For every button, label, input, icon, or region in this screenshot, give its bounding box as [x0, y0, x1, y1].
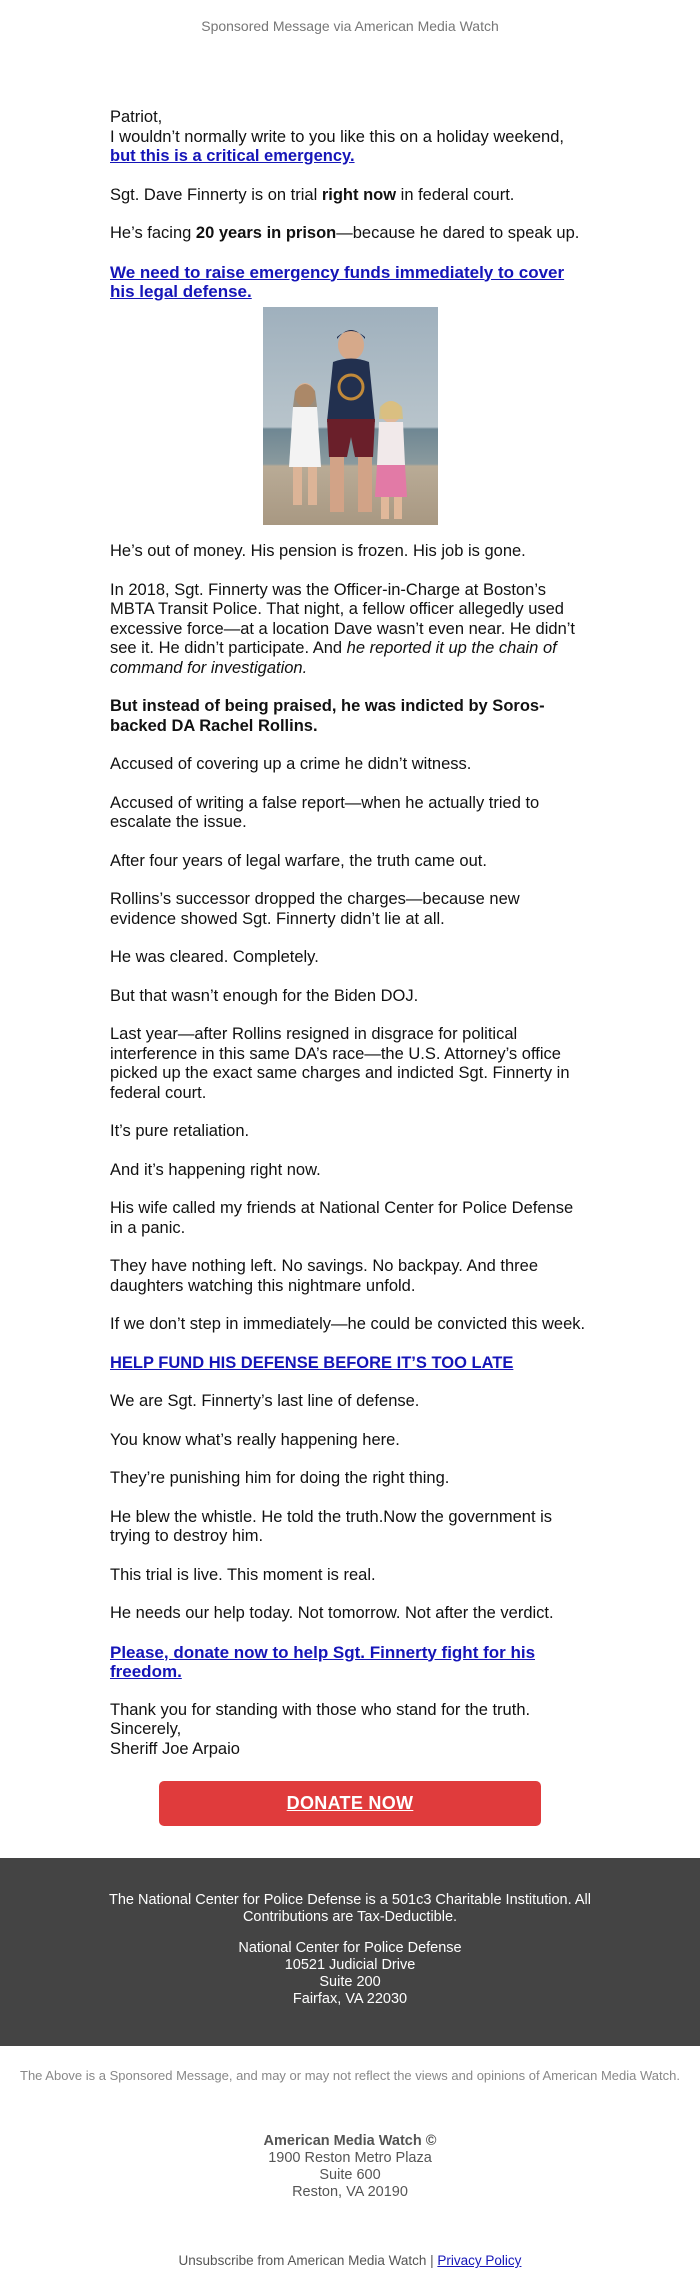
greeting: Patriot,: [110, 108, 163, 126]
p-2018: [110, 581, 590, 679]
footer-org-name: National Center for Police Defense: [238, 1940, 462, 1956]
p-successor: Rollins’s successor dropped the charges—because new evidence showed Sgt. Finnerty didn’t lie at all.: [110, 890, 520, 928]
donate-now-link[interactable]: Please, donate now to help Sgt. Finnerty fight for his freedom.: [110, 1642, 536, 1681]
sponsored-text: Sponsored Message via American Media Watch: [201, 18, 499, 34]
p-cleared: He was cleared. Completely.: [110, 948, 319, 966]
p-accused-2: Accused of writing a false report—when he actually tried to escalate the issue.: [110, 793, 540, 831]
amw-address-1: 1900 Reston Metro Plaza: [268, 2150, 432, 2166]
unsubscribe-text[interactable]: Unsubscribe from American Media Watch: [178, 2253, 427, 2268]
donate-now-button[interactable]: DONATE NOW: [159, 1781, 541, 1826]
donate-button-wrap: [110, 1781, 590, 1826]
cta-paragraph-2: [110, 1643, 590, 1682]
footer-dark: [0, 1858, 700, 2046]
sponsored-header: [0, 0, 700, 52]
p-whistle: He blew the whistle. He told the truth.Now the government is trying to destroy him.: [110, 1507, 553, 1545]
p-four-years: After four years of legal warfare, the truth came out.: [110, 851, 487, 870]
p-indicted-bold: But instead of being praised, he was indicted by Soros-backed DA Rachel Rollins.: [110, 697, 545, 735]
critical-emergency-link[interactable]: but this is a critical emergency.: [110, 147, 355, 165]
prison-bold: 20 years in prison: [195, 224, 337, 242]
footer-address-1: 10521 Judicial Drive: [284, 1957, 416, 1973]
intro-paragraph: [110, 108, 590, 167]
p-last-year: Last year—after Rollins resigned in disgrace for political interference in this same DA’s race—the U.S. Attorney’s office picked up the exact same charges and indicted Sgt. Finnerty in federal court.: [110, 1025, 570, 1102]
p-happening: And it’s happening right now.: [110, 1160, 321, 1179]
p-indicted: [110, 697, 590, 736]
p-live: This trial is live. This moment is real.: [110, 1565, 376, 1584]
p-2018-text: In 2018, Sgt. Finnerty was the Officer-in-Charge at Boston’s MBTA Transit Police. That night, a fellow officer allegedly used excessive force—at a location Dave wasn’t even near. He didn’t see it. He didn’t participate. And: [110, 580, 575, 657]
photo-container: [110, 307, 590, 531]
headline-paragraph: [110, 263, 590, 302]
trial-text-end: in federal court.: [396, 185, 515, 204]
sincerely-text: Sincerely,: [110, 1720, 182, 1738]
prison-text: He’s facing: [110, 224, 196, 242]
thanks-text: Thank you for standing with those who stand for the truth.: [110, 1700, 531, 1719]
p-wife: His wife called my friends at National Center for Police Defense in a panic.: [110, 1199, 574, 1237]
p-last-line: We are Sgt. Finnerty’s last line of defense.: [110, 1392, 420, 1410]
amw-name: American Media Watch ©: [263, 2133, 437, 2149]
unsubscribe-line: [0, 2253, 700, 2268]
separator: |: [426, 2253, 438, 2268]
footer-address-2: Suite 200: [319, 1974, 381, 1990]
trial-text: Sgt. Dave Finnerty is on trial: [110, 185, 322, 204]
family-photo[interactable]: [263, 307, 438, 525]
footer-light: [0, 2046, 700, 2268]
emergency-funds-link[interactable]: We need to raise emergency funds immediately to cover his legal defense.: [110, 262, 565, 301]
p-biden: But that wasn’t enough for the Biden DOJ.: [110, 986, 419, 1005]
p-today: He needs our help today. Not tomorrow. Not after the verdict.: [110, 1604, 554, 1622]
letter-body: [110, 52, 590, 1826]
p-step-in: If we don’t step in immediately—he could be convicted this week.: [110, 1315, 586, 1333]
signature: Sheriff Joe Arpaio: [110, 1739, 240, 1758]
p-money: He’s out of money. His pension is frozen. His job is gone.: [110, 542, 526, 560]
intro-text: I wouldn’t normally write to you like this on a holiday weekend,: [110, 127, 564, 146]
cta-paragraph-1: [110, 1354, 590, 1374]
p-know: You know what’s really happening here.: [110, 1430, 400, 1449]
p-2018-italic: he reported it up the chain of command for investigation.: [110, 639, 557, 677]
privacy-policy-link[interactable]: Privacy Policy: [437, 2253, 522, 2268]
closing: [110, 1701, 590, 1760]
trial-paragraph: [110, 186, 590, 206]
amw-address-3: Reston, VA 20190: [292, 2184, 408, 2200]
p-nothing: They have nothing left. No savings. No backpay. And three daughters watching this nightmare unfold.: [110, 1257, 539, 1295]
help-fund-link[interactable]: HELP FUND HIS DEFENSE BEFORE IT’S TOO LATE: [110, 1353, 514, 1372]
footer-address-3: Fairfax, VA 22030: [292, 1991, 408, 2007]
prison-text-end: —because he dared to speak up.: [336, 224, 580, 242]
prison-paragraph: [110, 224, 590, 244]
amw-address-2: Suite 600: [319, 2167, 381, 2183]
p-punishing: They’re punishing him for doing the right thing.: [110, 1469, 450, 1487]
sponsor-note: The Above is a Sponsored Message, and may or may not reflect the views and opinions of American Media Watch.: [20, 2068, 680, 2083]
footer-disclaimer: The National Center for Police Defense is a 501c3 Charitable Institution. All Contributions are Tax-Deductible.: [109, 1892, 591, 1925]
amw-address-block: [0, 2133, 700, 2201]
p-accused-1: Accused of covering up a crime he didn’t witness.: [110, 755, 472, 773]
p-retaliation: It’s pure retaliation.: [110, 1122, 250, 1140]
trial-bold: right now: [321, 185, 397, 204]
